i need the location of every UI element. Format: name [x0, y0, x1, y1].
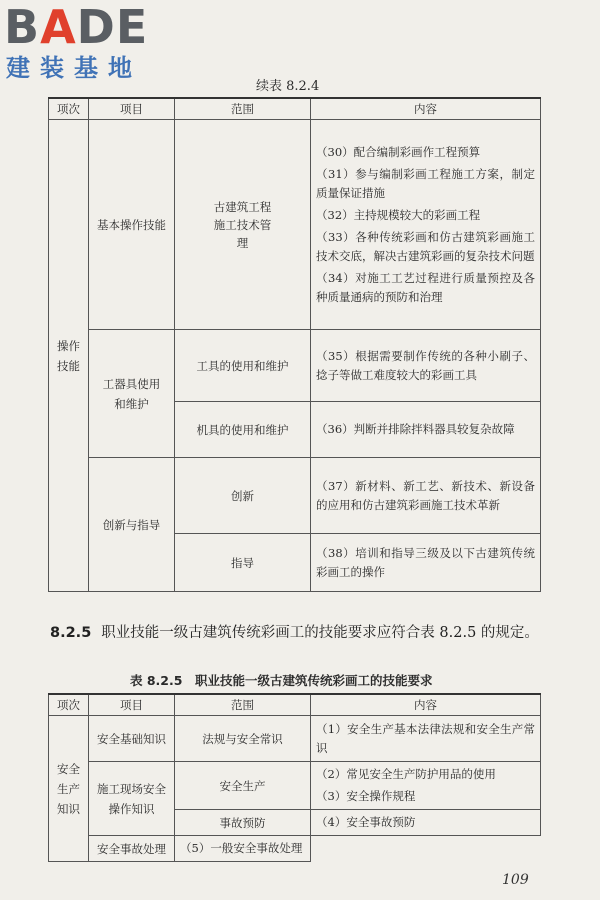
scope-cell: 指导 [175, 534, 311, 592]
logo-chinese: 建装基地 [6, 54, 142, 82]
section-text: 职业技能一级古建筑传统彩画工的技能要求应符合表 8.2.5 的规定。 [101, 625, 539, 641]
table-row [49, 458, 541, 534]
header-col-index: 项次 [49, 694, 89, 716]
section-paragraph [50, 622, 565, 644]
table-row [49, 716, 541, 762]
page-number: 109 [502, 872, 529, 888]
content-cell: （37）新材料、新工艺、新技术、新设备的应用和仿古建筑彩画施工技术革新 [311, 458, 541, 534]
header-col-item: 项目 [89, 98, 175, 120]
header-col-index: 项次 [49, 98, 89, 120]
table-8-2-5 [48, 693, 541, 862]
scope-cell: 安全事故处理 [89, 836, 175, 862]
table-row [49, 762, 541, 810]
table2-caption: 表 8.2.5 职业技能一级古建筑传统彩画工的技能要求 [130, 673, 433, 688]
table-row [49, 330, 541, 402]
content-cell [311, 762, 541, 810]
logo-wordmark: BADE [4, 0, 149, 54]
content-line: （3）安全操作规程 [316, 789, 416, 803]
section-number: 8.2.5 [50, 625, 92, 641]
scope-cell: 工具的使用和维护 [175, 330, 311, 402]
header-col-scope: 范围 [175, 694, 311, 716]
content-line: （30）配合编制彩画作工程预算 [316, 144, 481, 159]
header-col-content: 内容 [311, 694, 541, 716]
item-cell: 施工现场安全操作知识 [89, 762, 175, 836]
table2-header-row [49, 694, 541, 716]
header-col-scope: 范围 [175, 98, 311, 120]
category-cell: 安全生产知识 [49, 716, 89, 862]
bade-logo [4, 0, 174, 88]
header-col-item: 项目 [89, 694, 175, 716]
table1-header-row [49, 98, 541, 120]
table-row [49, 836, 541, 862]
content-cell: （35）根据需要制作传统的各种小刷子、捻子等做工难度较大的彩画工具 [311, 330, 541, 402]
table-8-2-4-continued [48, 97, 541, 592]
item-cell: 工器具使用和维护 [89, 330, 175, 458]
scope-cell: 创新 [175, 458, 311, 534]
item-cell: 创新与指导 [89, 458, 175, 592]
item-cell: 基本操作技能 [89, 120, 175, 330]
content-line: （34）对施工工艺过程进行质量预控及各种质量通病的预防和治理 [316, 270, 535, 304]
scope-cell: 古建筑工程施工技术管理 [175, 120, 311, 330]
item-cell: 安全基础知识 [89, 716, 175, 762]
category-cell: 操作技能 [49, 120, 89, 592]
content-cell: （4）安全事故预防 [311, 810, 541, 836]
content-cell [311, 120, 541, 330]
content-cell: （38）培训和指导三级及以下古建筑传统彩画工的操作 [311, 534, 541, 592]
scope-cell: 安全生产 [175, 762, 311, 810]
scope-cell: 法规与安全常识 [175, 716, 311, 762]
table-row [49, 120, 541, 330]
scope-cell: 机具的使用和维护 [175, 402, 311, 458]
content-cell: （5）一般安全事故处理 [175, 836, 311, 862]
content-line: （2）常见安全生产防护用品的使用 [316, 767, 496, 781]
table1-caption: 续表 8.2.4 [256, 79, 320, 94]
content-cell: （1）安全生产基本法律法规和安全生产常识 [311, 716, 541, 762]
content-cell: （36）判断并排除拌料器具较复杂故障 [311, 402, 541, 458]
content-line: （32）主持规模较大的彩画工程 [316, 207, 481, 222]
header-col-content: 内容 [311, 98, 541, 120]
content-line: （33）各种传统彩画和仿古建筑彩画施工技术交底，解决古建筑彩画的复杂技术问题 [316, 229, 535, 263]
content-line: （31）参与编制彩画工程施工方案，制定质量保证措施 [316, 166, 535, 200]
scope-cell: 事故预防 [175, 810, 311, 836]
